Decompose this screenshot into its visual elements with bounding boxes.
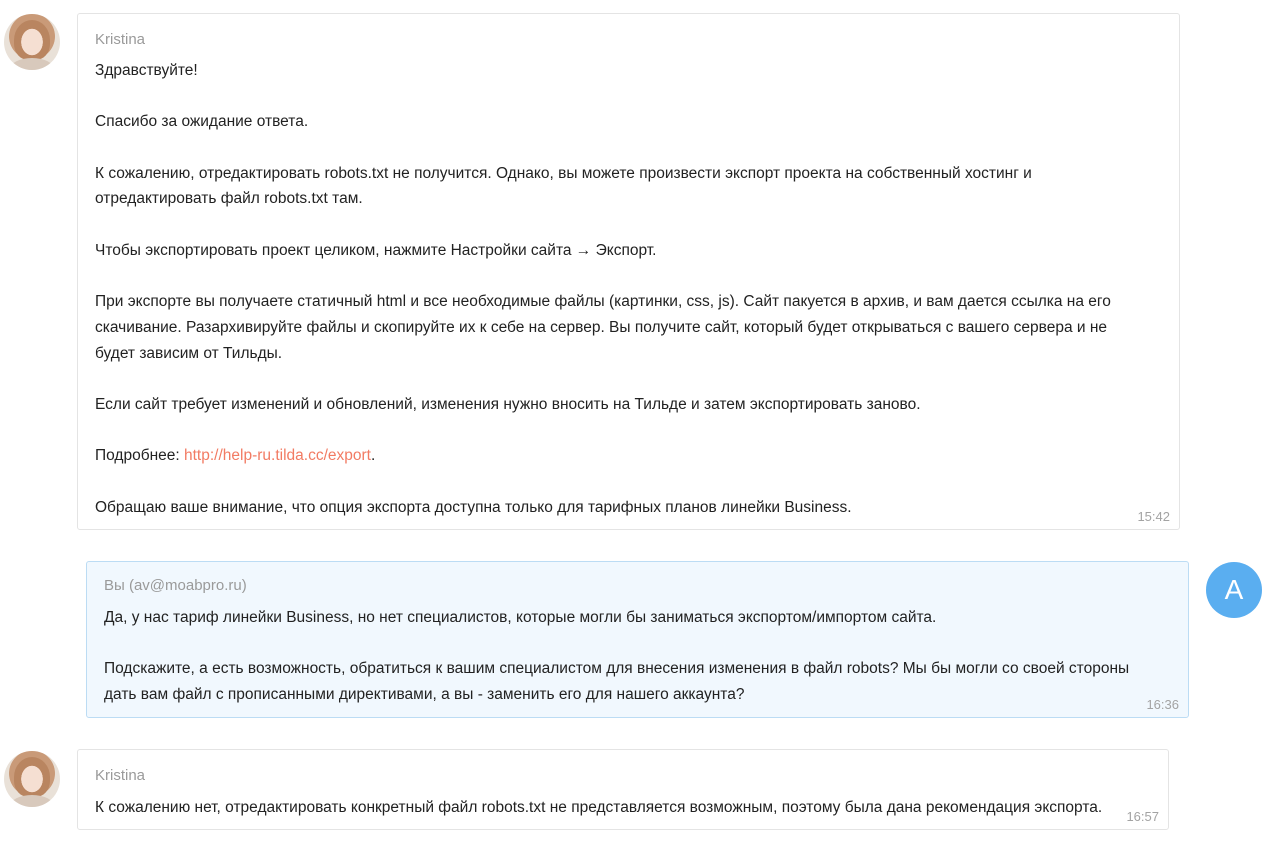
message-time: 16:36 [1146, 697, 1179, 712]
agent-avatar [4, 14, 60, 70]
message-text [95, 795, 1102, 821]
message-paragraph: Подробнее: http://help-ru.tilda.cc/export. [95, 447, 376, 465]
sender-name: Kristina [95, 767, 146, 784]
message-text [95, 58, 1111, 521]
message-bubble-user [86, 561, 1189, 718]
message-text [104, 605, 1129, 708]
agent-avatar [4, 751, 60, 807]
message-bubble-agent [77, 13, 1180, 530]
user-avatar: A [1206, 562, 1262, 618]
message-paragraph: Подскажите, а есть возможность, обратиться к вашим специалистом для внесения изменения в файл robots? Мы бы могли со своей стороны дать вам файл с прописанными директивами, а вы - заменить его для нашего аккаунта? [104, 660, 1130, 704]
message-paragraph: Спасибо за ожидание ответа. [95, 113, 309, 131]
sender-name: Kristina [95, 31, 146, 48]
message-paragraph: Если сайт требует изменений и обновлений, изменения нужно вносить на Тильде и затем экспортировать заново. [95, 396, 921, 414]
message-bubble-agent [77, 749, 1169, 830]
message-paragraph: К сожалению нет, отредактировать конкретный файл robots.txt не представляется возможным, поэтому была дана рекомендация экспорта. [95, 799, 1103, 816]
sender-name: Вы (av@moabpro.ru) [104, 577, 247, 594]
export-help-link[interactable]: http://help-ru.tilda.cc/export [184, 447, 371, 465]
message-paragraph: К сожалению, отредактировать robots.txt не получится. Однако, вы можете произвести экспорт проекта на собственный хостинг и отредактировать файл robots.txt там. [95, 164, 1032, 208]
message-time: 15:42 [1137, 509, 1170, 524]
message-paragraph: Чтобы экспортировать проект целиком, нажмите Настройки сайта → Экспорт. [95, 241, 657, 259]
message-paragraph: При экспорте вы получаете статичный html и все необходимые файлы (картинки, css, js). Сайт пакуется в архив, и вам дается ссылка на его скачивание. Разархивируйте файлы и скопируйте их к себе на сервер. Вы получите сайт, который будет открываться с вашего сервера и не будет зависим от Тильды. [95, 293, 1111, 362]
message-time: 16:57 [1126, 809, 1159, 824]
message-paragraph: Обращаю ваше внимание, что опция экспорта доступна только для тарифных планов линейки Business. [95, 498, 852, 516]
message-paragraph: Да, у нас тариф линейки Business, но нет специалистов, которые могли бы заниматься экспортом/импортом сайта. [104, 609, 937, 626]
message-paragraph: Здравствуйте! [95, 62, 198, 79]
